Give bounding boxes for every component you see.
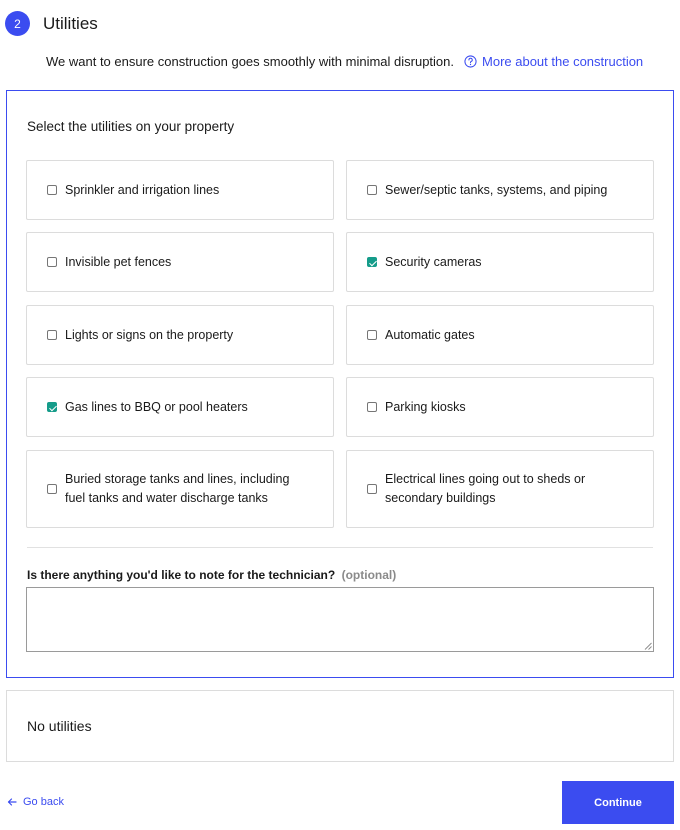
checkbox[interactable] (47, 330, 57, 340)
continue-button[interactable]: Continue (562, 781, 674, 824)
option-gas-lines[interactable] (26, 377, 334, 437)
intro (46, 54, 643, 69)
option-lights-signs[interactable] (26, 305, 334, 365)
option-label: Sewer/septic tanks, systems, and piping (385, 182, 608, 197)
option-buried-storage-tanks[interactable] (26, 450, 334, 528)
option-label: Sprinkler and irrigation lines (65, 182, 220, 197)
option-sewer-septic[interactable] (346, 160, 654, 220)
checkbox-checked[interactable] (47, 402, 57, 412)
go-back-link[interactable] (7, 796, 64, 808)
option-electrical-lines[interactable] (346, 450, 654, 528)
option-label: Parking kiosks (385, 399, 466, 414)
technician-note-question: Is there anything you'd like to note for the technician? (27, 568, 336, 582)
option-label: Electrical lines going out to sheds or secondary buildings (385, 472, 586, 505)
option-parking-kiosks[interactable] (346, 377, 654, 437)
more-about-construction-link[interactable] (464, 54, 643, 69)
checkbox[interactable] (367, 484, 377, 494)
go-back-label: Go back (23, 796, 64, 808)
utilities-panel (6, 90, 674, 678)
arrow-left-icon (7, 797, 17, 807)
divider (27, 547, 653, 548)
option-label: Buried storage tanks and lines, including fuel tanks and water discharge tanks (65, 472, 290, 505)
more-link-label: More about the construction (482, 54, 644, 69)
option-sprinkler-irrigation[interactable] (26, 160, 334, 220)
no-utilities-label: No utilities (27, 718, 92, 734)
technician-note-label (27, 568, 396, 582)
checkbox[interactable] (47, 257, 57, 267)
step-number-badge: 2 (5, 11, 30, 36)
step-header (5, 11, 98, 36)
checkbox[interactable] (367, 185, 377, 195)
no-utilities-option[interactable] (6, 690, 674, 762)
option-label: Gas lines to BBQ or pool heaters (65, 399, 248, 414)
step-title: Utilities (43, 13, 98, 33)
optional-tag: (optional) (341, 568, 397, 582)
checkbox[interactable] (367, 402, 377, 412)
utilities-heading: Select the utilities on your property (27, 119, 235, 134)
intro-text: We want to ensure construction goes smoothly with minimal disruption. (46, 54, 455, 69)
option-label: Automatic gates (385, 327, 475, 342)
option-invisible-pet-fences[interactable] (26, 232, 334, 292)
option-label: Lights or signs on the property (65, 327, 234, 342)
checkbox[interactable] (47, 185, 57, 195)
resize-grip-icon[interactable] (644, 642, 652, 650)
option-label: Invisible pet fences (65, 254, 172, 269)
checkbox[interactable] (367, 330, 377, 340)
option-label: Security cameras (385, 254, 482, 269)
option-security-cameras[interactable] (346, 232, 654, 292)
checkbox-checked[interactable] (367, 257, 377, 267)
checkbox[interactable] (47, 484, 57, 494)
help-circle-icon (464, 55, 477, 68)
technician-note-textarea[interactable] (26, 587, 654, 652)
option-automatic-gates[interactable] (346, 305, 654, 365)
